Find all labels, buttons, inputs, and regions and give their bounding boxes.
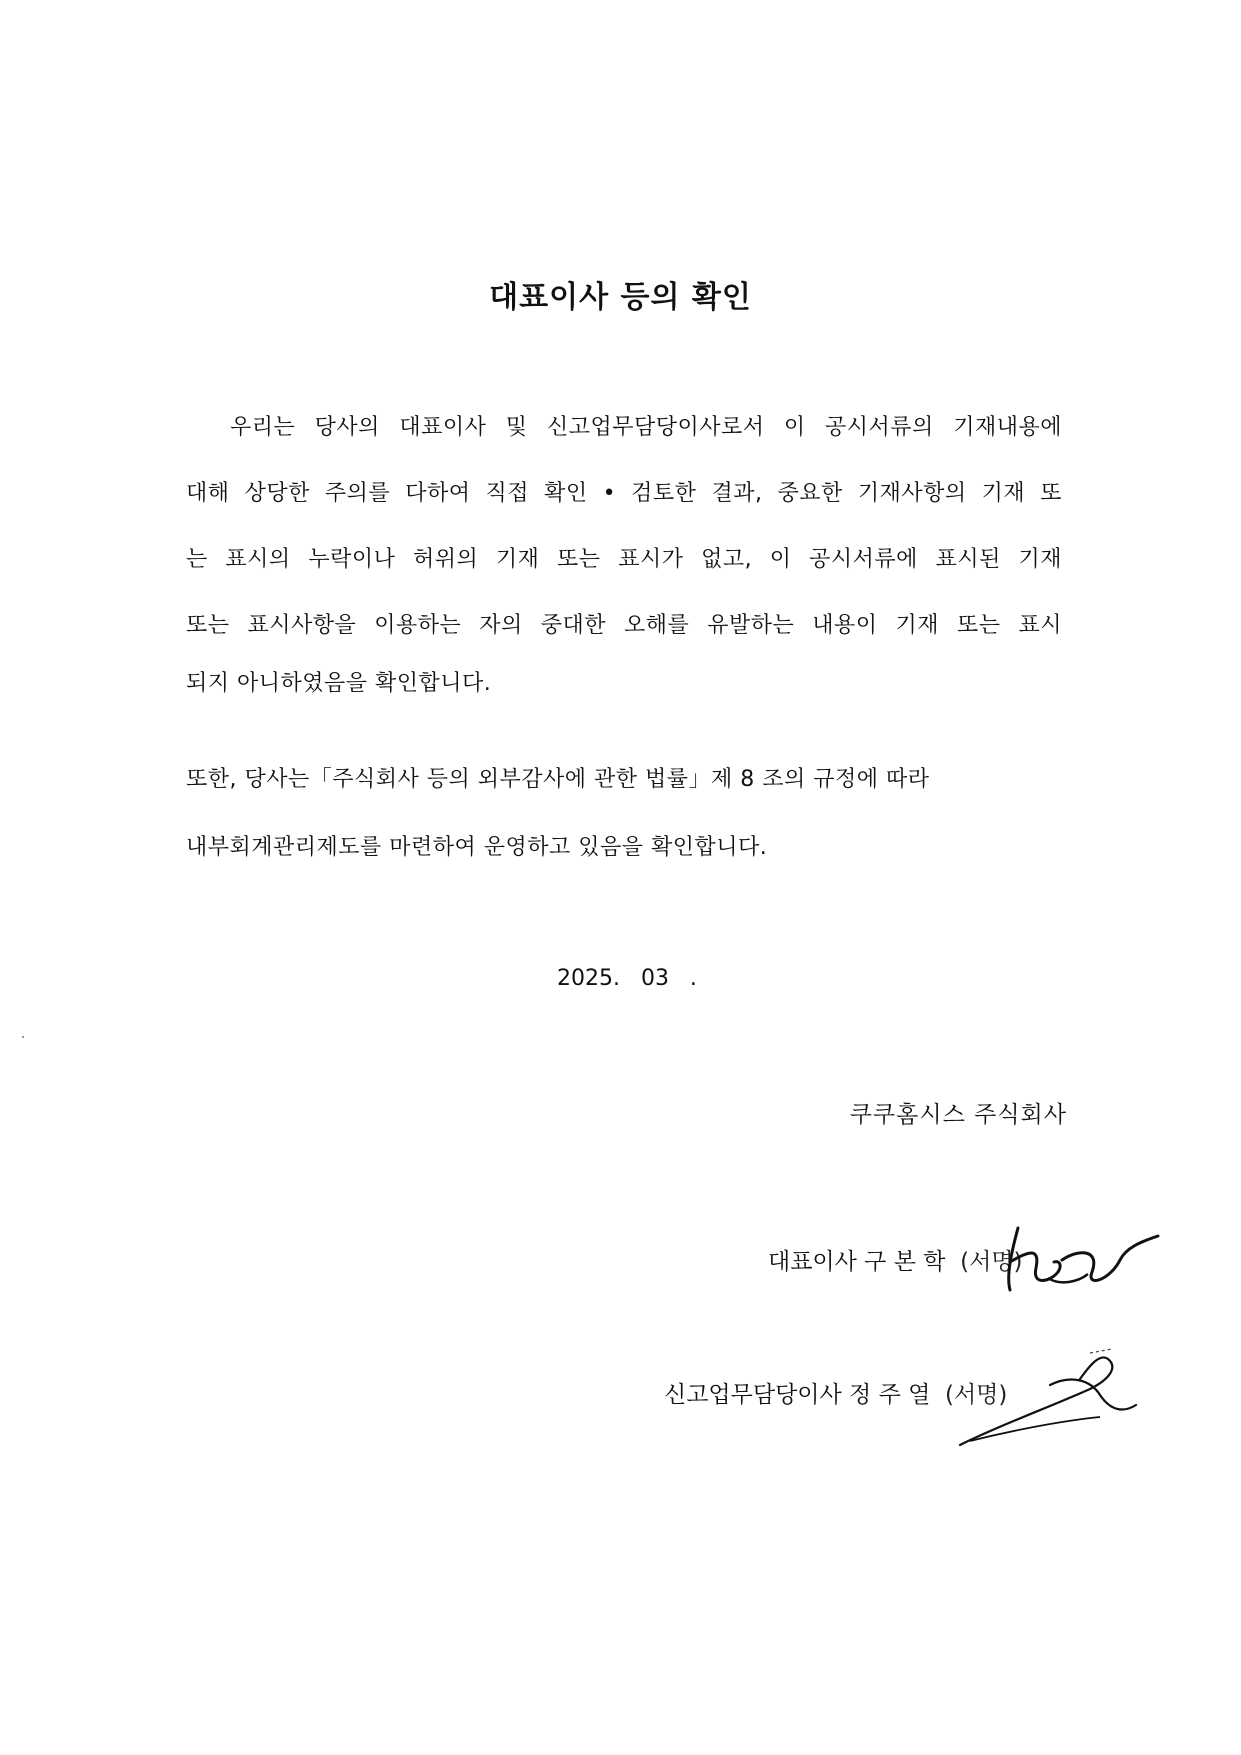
ceo-signature-mark: (서명) xyxy=(960,1249,1023,1275)
scan-speck xyxy=(22,1036,24,1038)
paragraph-1-line-1: 우리는 당사의 대표이사 및 신고업무담당이사로서 이 공시서류의 기재내용에 xyxy=(230,415,1062,440)
paragraph-1-line-5: 되지 아니하였음을 확인합니다. xyxy=(186,671,492,696)
paragraph-2-line-1: 또한, 당사는「주식회사 등의 외부감사에 관한 법률」제 8 조의 규정에 따라 xyxy=(186,767,930,792)
document-title: 대표이사 등의 확인 xyxy=(489,280,752,315)
ceo-handwritten-signature xyxy=(1000,1220,1160,1300)
ceo-role-name: 대표이사 구 본 학 xyxy=(768,1249,946,1275)
officer-signature-mark: (서명) xyxy=(944,1382,1008,1408)
company-name: 쿠쿠홈시스 주식회사 xyxy=(849,1102,1067,1128)
paragraph-1-line-2: 대해 상당한 주의를 다하여 직접 확인 • 검토한 결과, 중요한 기재사항의 기재 또 xyxy=(186,481,1062,506)
paragraph-2-line-2: 내부회계관리제도를 마련하여 운영하고 있음을 확인합니다. xyxy=(186,835,768,860)
document-date: 2025. 03 . xyxy=(557,966,697,991)
paragraph-1-line-3: 는 표시의 누락이나 허위의 기재 또는 표시가 없고, 이 공시서류에 표시된 기재 xyxy=(186,547,1062,572)
officer-role-name: 신고업무담당이사 정 주 열 xyxy=(664,1382,931,1408)
officer-signature-line xyxy=(664,1376,1007,1409)
paragraph-1-line-4: 또는 표시사항을 이용하는 자의 중대한 오해를 유발하는 내용이 기재 또는 표시 xyxy=(186,613,1062,638)
ceo-signature-line xyxy=(768,1243,1022,1276)
